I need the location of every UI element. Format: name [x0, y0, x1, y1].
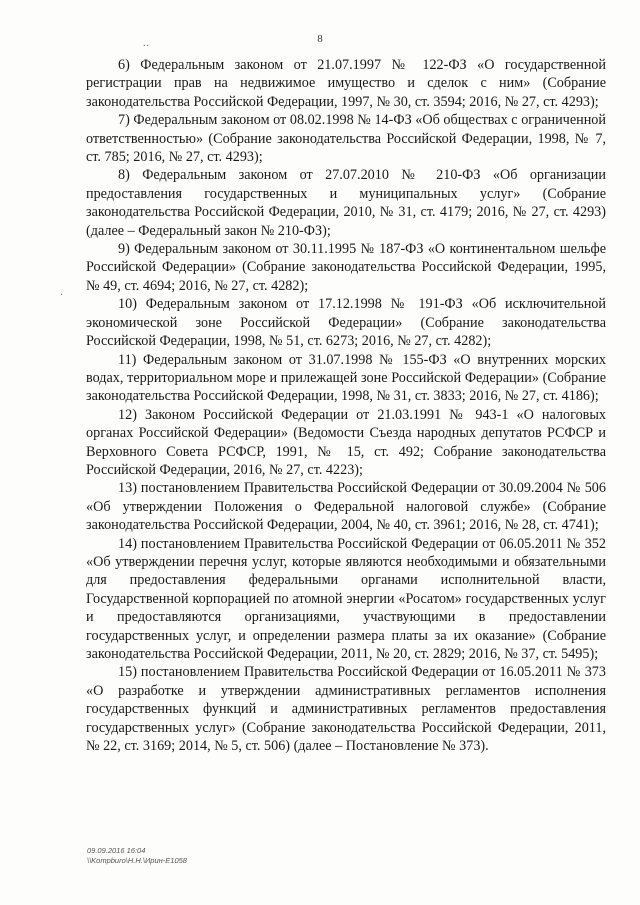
stray-marks: ..	[143, 38, 150, 49]
list-item-10: 10) Федеральным законом от 17.12.1998 № 191-ФЗ «Об исключительной экономической зоне Российской Федерации» (Собрание законодательства Российской Федерации, 1998, № 51, ст. 6273; 2016, № 27, ст. 4282);	[86, 296, 606, 350]
list-item-15: 15) постановлением Правительства Российской Федерации от 16.05.2011 № 373 «О разработке и утверждении административных регламентов исполнения государственных функций и административных регламентов предоставления государственных услуг» (Собрание законодательства Российской Федерации, 2011, № 22, ст. 3169; 2014, № 5, ст. 506) (далее – Постановление № 373).	[86, 664, 606, 755]
margin-mark: ·	[60, 290, 64, 301]
document-footer	[87, 846, 187, 866]
list-item-9: 9) Федеральным законом от 30.11.1995 № 187-ФЗ «О континентальном шельфе Российской Федерации» (Собрание законодательства Российской Федерации, 1995, № 49, ст. 4694; 2016, № 27, ст. 4282);	[86, 241, 606, 294]
list-item-12: 12) Законом Российской Федерации от 21.03.1991 № 943-1 «О налоговых органах Российской Федерации» (Ведомости Съезда народных депутатов РСФСР и Верховного Совета РСФСР, 1991, № 15, ст. 492; Собрание законодательства Российской Федерации, 2016, № 27, ст. 4223);	[86, 406, 606, 478]
document-body	[86, 56, 606, 755]
footer-date: 09.09.2016 16:04	[87, 846, 146, 855]
list-item-7: 7) Федеральным законом от 08.02.1998 № 14-ФЗ «Об обществах с ограниченной ответственностью» (Собрание законодательства Российской Федерации, 1998, № 7, ст. 785; 2016, № 27, ст. 4293);	[86, 112, 606, 166]
list-item-11: 11) Федеральным законом от 31.07.1998 № 155-ФЗ «О внутренних морских водах, территориальном море и прилежащей зоне Российской Федерации» (Собрание законодательства Российской Федерации, 1998, № 31, ст. 3833; 2016, № 27, ст. 4186);	[86, 351, 606, 405]
page-number: 8	[317, 33, 323, 45]
footer-file-path: \\Kompburo\Н.Н.\Ирин-Е1058	[87, 856, 187, 865]
list-item-8: 8) Федеральным законом от 27.07.2010 № 210-ФЗ «Об организации предоставления государственных и муниципальных услуг» (Собрание законодательства Российской Федерации, 2010, № 31, ст. 4179; 2016, № 27, ст. 4293) (далее – Федеральный закон № 210-ФЗ);	[86, 167, 606, 239]
list-item-14: 14) постановлением Правительства Российской Федерации от 06.05.2011 № 352 «Об утверждении перечня услуг, которые являются необходимыми и обязательными для предоставления федеральными органами исполнительной власти, Государственной корпорацией по атомной энергии «Росатом» государственных услуг и предоставляются организациями, участвующими в предоставлении государственных услуг, и определении размера платы за их оказание» (Собрание законодательства Российской Федерации, 2011, № 20, ст. 2829; 2016, № 37, ст. 5495);	[86, 535, 606, 662]
list-item-13: 13) постановлением Правительства Российской Федерации от 30.09.2004 № 506 «Об утверждении Положения о Федеральной налоговой службе» (Собрание законодательства Российской Федерации, 2004, № 40, ст. 3961; 2016, № 28, ст. 4741);	[86, 480, 606, 534]
list-item-6: 6) Федеральным законом от 21.07.1997 № 122-ФЗ «О государственной регистрации прав на недвижимое имущество и сделок с ним» (Собрание законодательства Российской Федерации, 1997, № 30, ст. 3594; 2016, № 27, ст. 4293);	[86, 57, 606, 110]
